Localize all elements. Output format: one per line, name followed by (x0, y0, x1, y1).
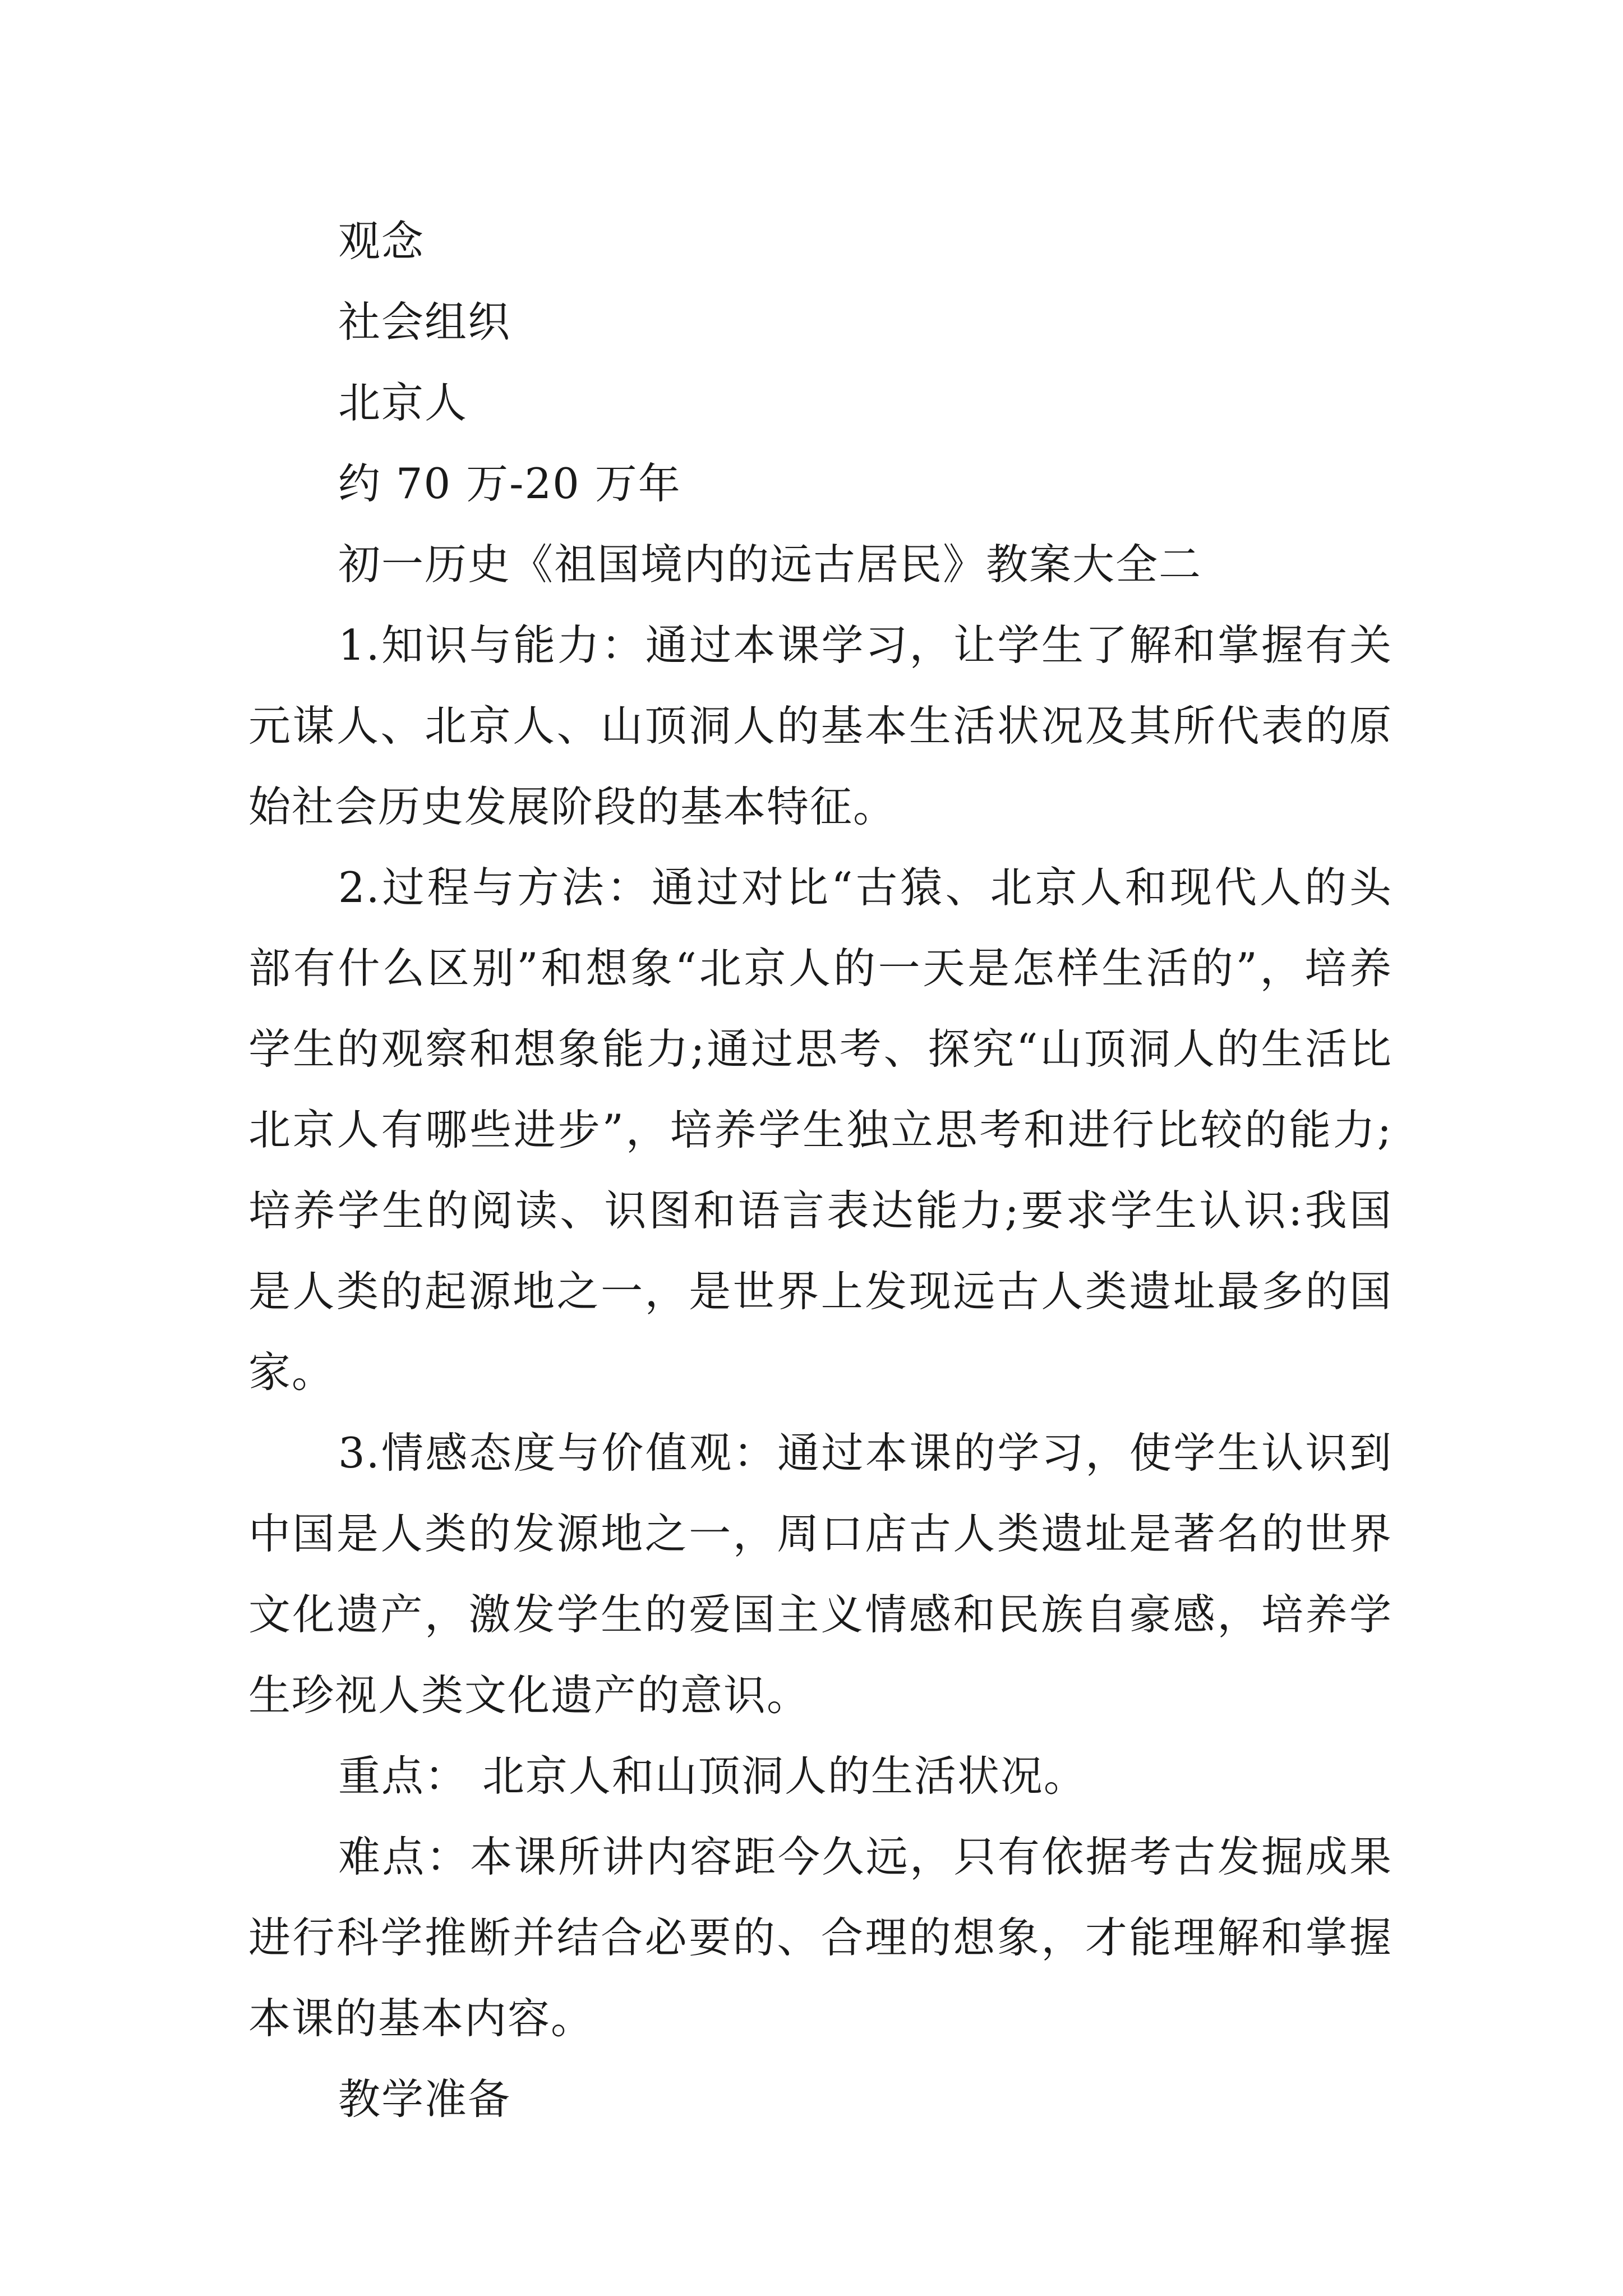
paragraph-key-points: 重点： 北京人和山顶洞人的生活状况。 (338, 1751, 1087, 1801)
paragraph-social-organization: 社会组织 (338, 297, 511, 347)
paragraph-concept: 观念 (338, 217, 425, 266)
paragraph-peking-man: 北京人 (338, 378, 468, 427)
paragraph-knowledge-ability: 1.知识与能力：通过本课学习，让学生了解和掌握有关元谋人、北京人、山顶洞人的基本生活状况及其所代表的原始社会历史发展阶段的基本特征。 (248, 620, 1393, 831)
paragraph-date-range: 约 70 万-20 万年 (338, 459, 681, 508)
paragraph-process-method: 2.过程与方法：通过对比“古猿、北京人和现代人的头部有什么区别”和想象“北京人的一天是怎样生活的”，培养学生的观察和想象能力;通过思考、探究“山顶洞人的生活比北京人有哪些进步”，培养学生独立思考和进行比较的能力;培养学生的阅读、识图和语言表达能力;要求学生认识:我国是人类的起源地之一，是世界上发现远古人类遗址最多的国家。 (248, 863, 1393, 1397)
paragraph-teaching-preparation: 教学准备 (338, 2074, 511, 2124)
document-body (248, 201, 1393, 2139)
section-title: 初一历史《祖国境内的远古居民》教案大全二 (338, 540, 1202, 589)
paragraph-difficulties: 难点：本课所讲内容距今久远，只有依据考古发掘成果进行科学推断并结合必要的、合理的想象，才能理解和掌握本课的基本内容。 (248, 1832, 1393, 2043)
paragraph-emotion-values: 3.情感态度与价值观：通过本课的学习，使学生认识到中国是人类的发源地之一，周口店古人类遗址是著名的世界文化遗产，激发学生的爱国主义情感和民族自豪感，培养学生珍视人类文化遗产的意识。 (248, 1428, 1393, 1720)
